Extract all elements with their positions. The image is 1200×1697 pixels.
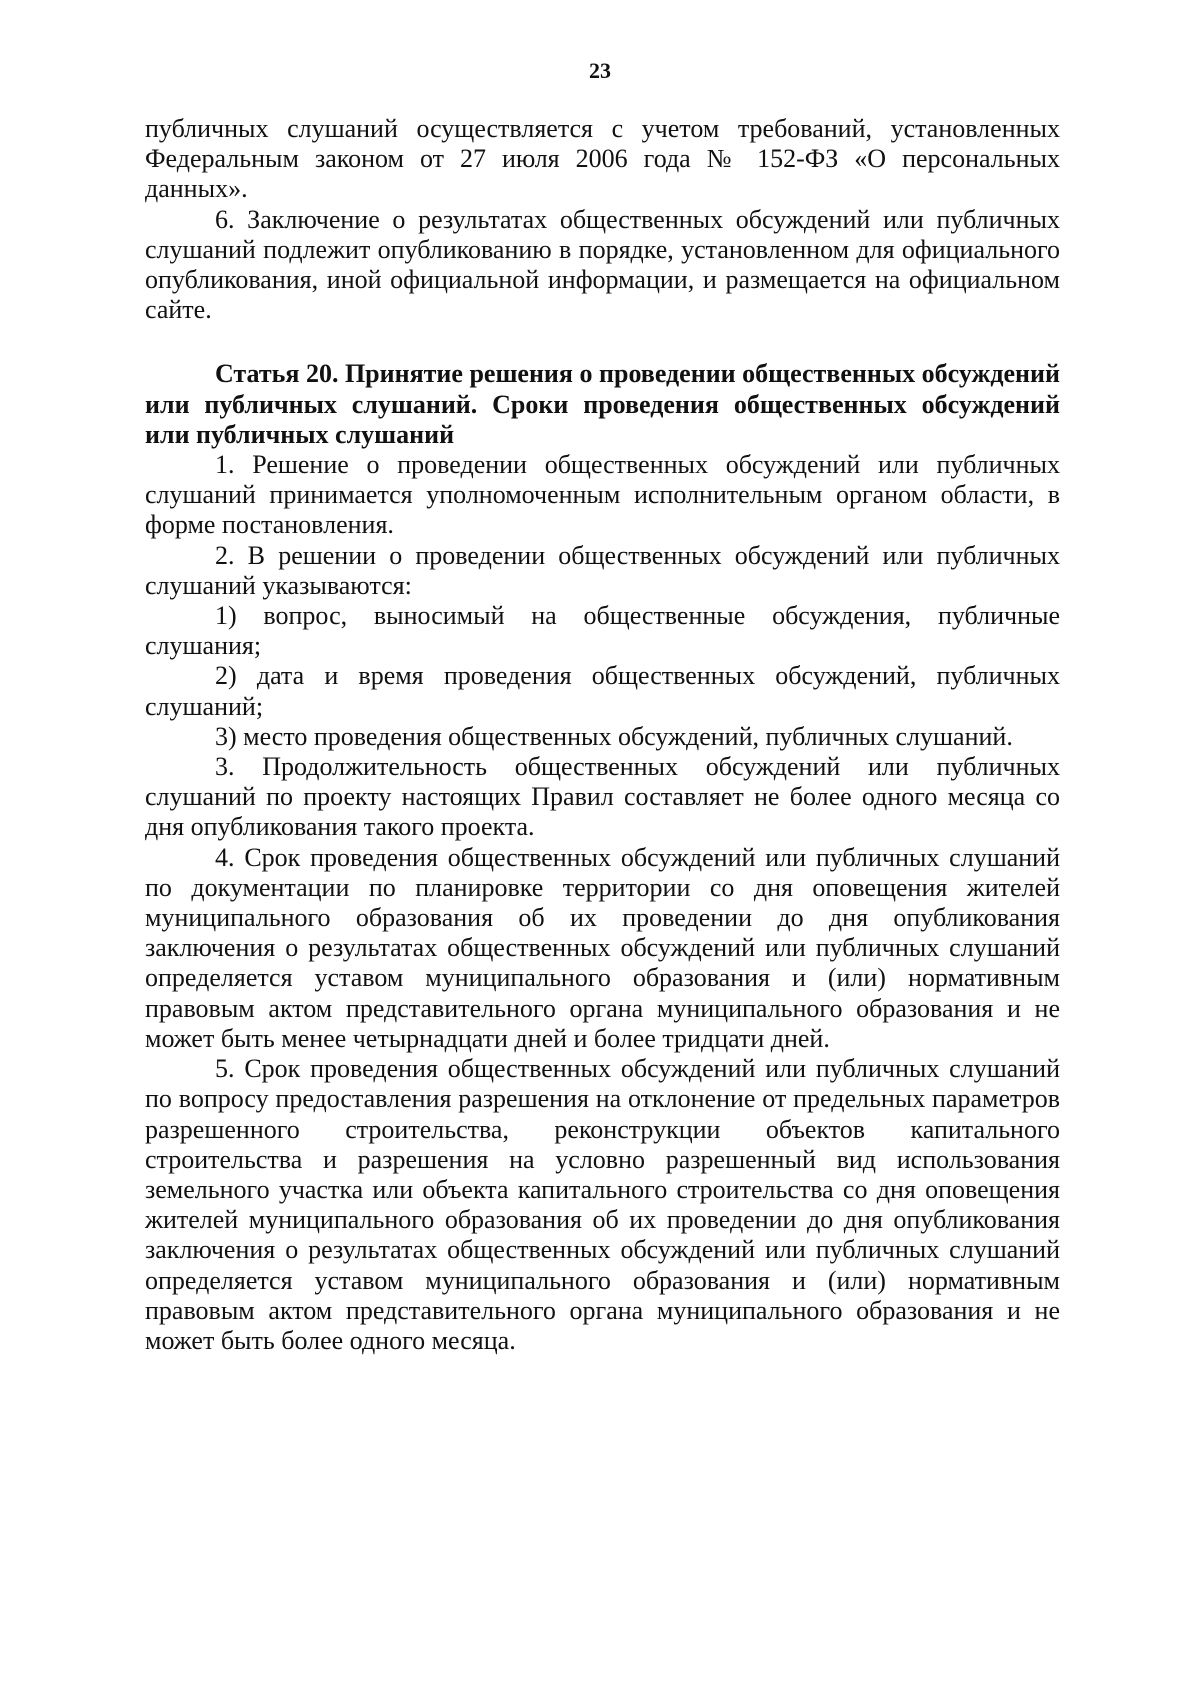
paragraph-continuation: публичных слушаний осуществляется с учетом требований, установленных Федеральным законом от 27 июля 2006 года № 152-ФЗ «О персональных данных». xyxy=(145,114,1060,204)
paragraph-item-5: 5. Срок проведения общественных обсуждений или публичных слушаний по вопросу предоставления разрешения на отклонение от предельных параметров разрешенного строительства, реконструкции объектов капитального строительства и разрешения на условно разрешенный вид использования земельного участка или объекта капитального строительства со дня оповещения жителей муниципального образования об их проведении до дня опубликования заключения о результатах общественных обсуждений или публичных слушаний определяется уставом муниципального образования и (или) нормативным правовым актом представительного органа муниципального образования и не может быть более одного месяца. xyxy=(145,1054,1060,1355)
list-item-3: 3) место проведения общественных обсуждений, публичных слушаний. xyxy=(215,721,1013,751)
article-heading: Статья 20. Принятие решения о проведении общественных обсуждений или публичных слушаний. Сроки проведения общественных обсуждений или публичных слушаний xyxy=(145,359,1060,449)
document-body xyxy=(145,114,1060,1356)
paragraph-item-6: 6. Заключение о результатах общественных обсуждений или публичных слушаний подлежит опубликованию в порядке, установленном для официального опубликования, иной официальной информации, и размещается на официальном сайте. xyxy=(145,204,1060,325)
page-number: 23 xyxy=(589,58,611,83)
paragraph-item-4: 4. Срок проведения общественных обсуждений или публичных слушаний по документации по планировке территории со дня оповещения жителей муниципального образования об их проведении до дня опубликования заключения о результатах общественных обсуждений или публичных слушаний определяется уставом муниципального образования и (или) нормативным правовым актом представительного органа муниципального образования и не может быть менее четырнадцати дней и более тридцати дней. xyxy=(145,842,1060,1053)
paragraph-item-3: 3. Продолжительность общественных обсуждений или публичных слушаний по проекту настоящих Правил составляет не более одного месяца со дня опубликования такого проекта. xyxy=(145,752,1060,842)
list-item-1: 1) вопрос, выносимый на общественные обсуждения, публичные слушания; xyxy=(145,601,1060,661)
paragraph-item-2: 2. В решении о проведении общественных обсуждений или публичных слушаний указываются: xyxy=(145,540,1060,600)
list-item-2: 2) дата и время проведения общественных обсуждений, публичных слушаний; xyxy=(145,661,1060,721)
paragraph-item-1: 1. Решение о проведении общественных обсуждений или публичных слушаний принимается уполномоченным исполнительным органом области, в форме постановления. xyxy=(145,450,1060,540)
